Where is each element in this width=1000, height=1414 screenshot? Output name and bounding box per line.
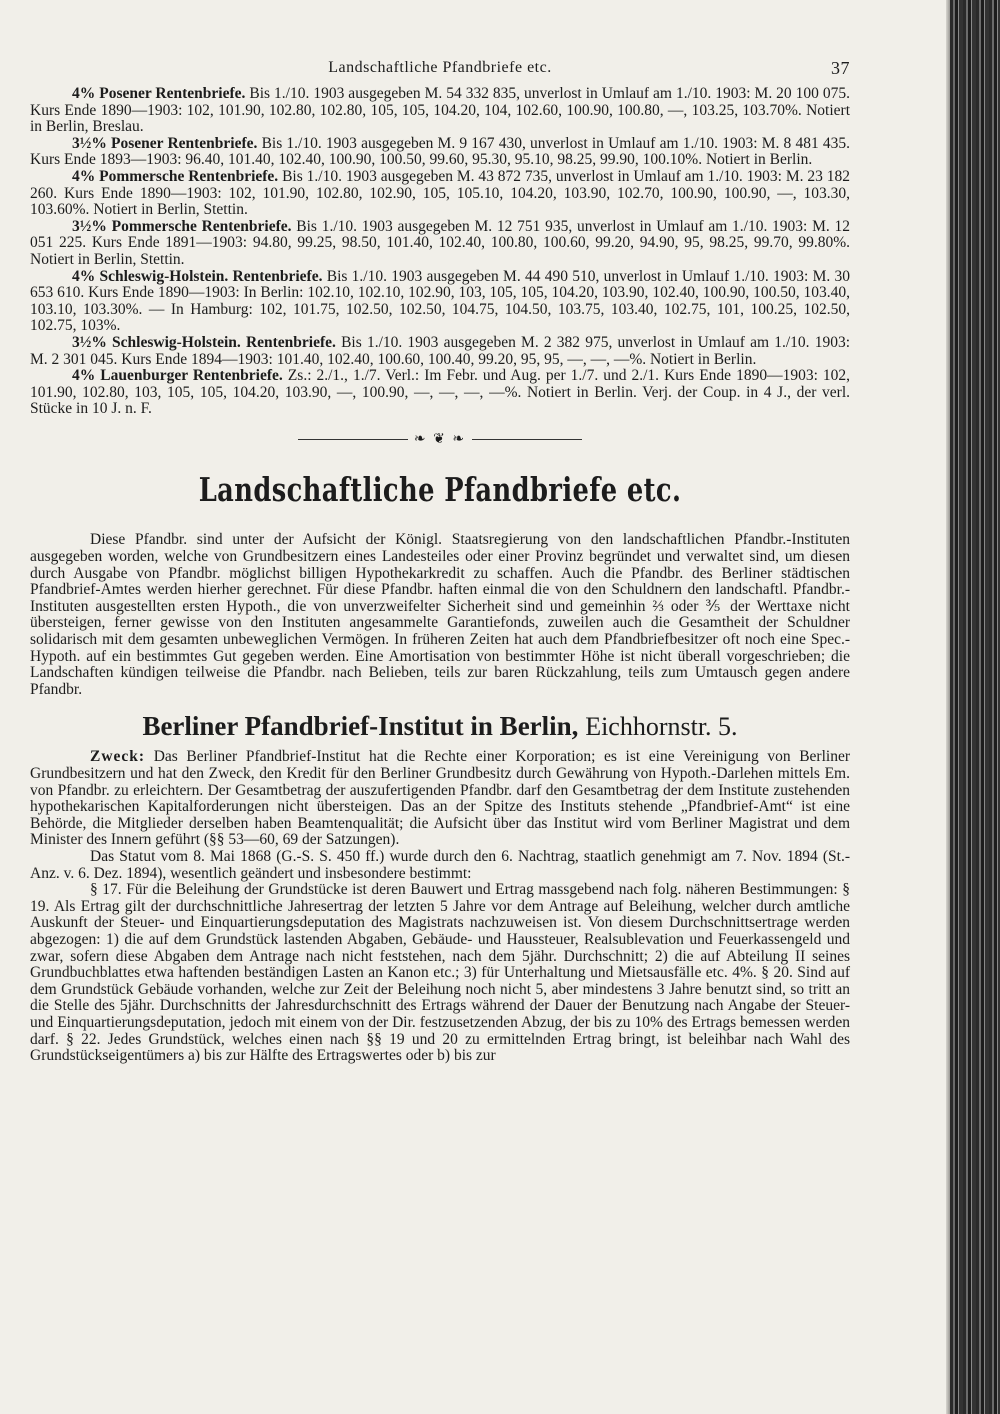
paragraph-17: § 17. Für die Beleihung der Grundstücke ist deren Bauwert und Ertrag massgebend nach folg. näheren Bestimmungen: § 19. Als Ertrag gilt der durchschnittliche Jahresertrag der letzten 5 Jahre vor dem Antrage auf Beleihung, welcher durch amtliche Auskunft der Steuer- und Einquartierungsdeputation des Magistrats nachzuweisen ist. Von diesem Durchschnittsertrage werden abgezogen: 1) die auf dem Grundstück lastenden Abgaben, Gebäude- und Haussteuer, Realsublevation und Feuerkassengeld und zwar, sofern diese Abgaben dem Antrage nach nicht feststehen, nach dem 5jähr. Durchschnitt; 2) die auf Abteilung II seines Grundbuchblattes etwa haftenden beständigen Lasten an Kanon etc.; 3) für Unterhaltung und Mietsausfälle etc. 4%. § 20. Sind auf dem Grundstück Gebäude vorhanden, welche zur Zeit der Beleihung noch nicht 5, aber mindestens 3 Jahre benutzt sind, so tritt an die Stelle des 5jähr. Durchschnitts der Jahresdurchschnitt des Ertrags während der Dauer der Benutzung nach Angabe der Steuer- und Einquartierungsdeputation, jedoch mit einem von der Dir. festzusetzenden Abzug, der bis zu 10% des Ertrags bemessen werden darf. § 22. Jedes Grundstück, welches einen nach §§ 19 und 20 zu ermittelnden Ertrag bringt, ist beleihbar nach Wahl des Grundstückseigentümers a) bis zur Hälfte des Ertragswertes oder b) bis zur	[30, 881, 850, 1065]
entry-schleswig-3-5	[30, 335, 850, 368]
ornament-glyph: ❧ ❦ ❧	[413, 431, 467, 447]
running-head	[30, 60, 850, 86]
zweck-label: Zweck:	[90, 748, 146, 766]
entry-posener-3-5	[30, 136, 850, 169]
zweck-paragraph	[30, 749, 850, 849]
section-heading-berliner-institut	[30, 710, 850, 743]
entry-text: Bis 1./10. 1903 ausgegeben M. 2 382 975, unverlost in Umlauf am 1./10. 1903: M. 2 301 045. Kurs Ende 1894—1903: 101.40, 102.40, 100.60, 100.40, 99.20, 95, 95, —, —, —%. Notiert in Berlin.	[30, 333, 850, 368]
entry-title: 4% Pommersche Rentenbriefe.	[72, 167, 279, 185]
entry-text: Zs.: 2./1., 1./7. Verl.: Im Febr. und Aug. per 1./7. und 2./1. Kurs Ende 1890—1903: 102, 101.90, 102.80, 103, 105, 105, 104.20, 103.90, —, 100.90, —, —, —, —%. Notiert in Berlin. Verj. der Coup. in 4 J., der verl. Stücke in 10 J. n. F.	[30, 367, 851, 418]
entry-pommersche-4	[30, 169, 850, 219]
page-number: 37	[831, 58, 850, 78]
running-title: Landschaftliche Pfandbriefe etc.	[328, 59, 552, 76]
zweck-text: Das Berliner Pfandbrief-Institut hat die Rechte einer Korporation; es ist eine Vereinigung von Berliner Grundbesitzern und hat den Zweck, den Kredit für den Berliner Grundbesitz durch Gewährung von Hypoth.-Darlehen mittels Em. von Pfandbr. zu erleichtern. Der Gesamtbetrag der auszufertigenden Pfandbr. darf den Gesamtbetrag der dem Institute zustehenden hypothekarischen Kapitalforderungen nicht übersteigen. Das an der Spitze des Instituts stehende „Pfandbrief-Amt“ ist eine Behörde, die Mitglieder derselben haben Beamtenqualität; die Aufsicht über das Institut wird vom Berliner Magistrat und dem Minister des Innern geführt (§§ 53—60, 69 der Satzungen).	[30, 748, 850, 849]
entry-text: Bis 1./10. 1903 ausgegeben M. 43 872 735, unverlost in Umlauf am 1./10. 1903: M. 23 182 260. Kurs Ende 1890—1903: 102, 101.90, 102.80, 102.90, 105, 105.10, 104.20, 103.90, 102.70, 100.90, 100.90, —, 103.30, 103.60%. Notiert in Berlin, Stettin.	[30, 167, 851, 219]
entry-title: 3½% Schleswig-Holstein. Rentenbriefe.	[72, 333, 336, 351]
entry-schleswig-4	[30, 269, 850, 335]
divider-rule-left	[298, 439, 408, 440]
entry-posener-4	[30, 86, 850, 136]
entry-title: 4% Posener Rentenbriefe.	[72, 85, 246, 102]
book-spine	[950, 0, 1000, 1414]
entry-text: Bis 1./10. 1903 ausgegeben M. 12 751 935, unverlost in Umlauf am 1./10. 1903: M. 12 051 225. Kurs Ende 1891—1903: 94.80, 99.25, 98.50, 101.40, 102.40, 100.80, 100.60, 99.20, 94.90, 95, 98.25, 99.70, 99.80%. Notiert in Berlin, Stettin.	[30, 217, 850, 268]
entry-title: 3½% Posener Rentenbriefe.	[72, 134, 258, 152]
statut-paragraph: Das Statut vom 8. Mai 1868 (G.-S. S. 450 ff.) wurde durch den 6. Nachtrag, staatlich genehmigt am 7. Nov. 1894 (St.-Anz. v. 6. Dez. 1894), wesentlich geändert und insbesondere bestimmt:	[30, 847, 850, 882]
page-content	[30, 60, 850, 1065]
divider-rule-right	[472, 439, 582, 440]
entry-title: 4% Lauenburger Rentenbriefe.	[72, 367, 283, 385]
entry-title: 3½% Pommersche Rentenbriefe.	[72, 217, 292, 235]
entry-text: Bis 1./10. 1903 ausgegeben M. 44 490 510, unverlost in Umlauf 1./10. 1903: M. 30 653 610. Kurs Ende 1890—1903: In Berlin: 102.10, 102.10, 102.90, 103, 105, 105, 104.20, 103.90, 102.40, 100.90, 100.50, 103.40, 103.10, 103.30%. — In Hamburg: 102, 101.75, 102.50, 102.50, 104.75, 104.50, 103.75, 103.40, 102.75, 101, 100.25, 102.50, 102.75, 103%.	[30, 267, 850, 335]
entry-text: Bis 1./10. 1903 ausgegeben M. 54 332 835, unverlost in Umlauf am 1./10. 1903: M. 20 100 075. Kurs Ende 1890—1903: 102, 101.90, 102.80, 102.80, 105, 105, 104.20, 104, 102.60, 100.90, 100.80, —, 103.25, 103.70%. Notiert in Berlin, Breslau.	[30, 85, 851, 136]
entry-text: Bis 1./10. 1903 ausgegeben M. 9 167 430, unverlost in Umlauf am 1./10. 1903: M. 8 481 435. Kurs Ende 1893—1903: 96.40, 101.40, 102.40, 100.90, 100.50, 99.60, 95.30, 95.10, 98.25, 99.90, 100.10%. Notiert in Berlin.	[30, 134, 850, 169]
institute-address: Eichhornstr. 5.	[585, 712, 738, 742]
entry-title: 4% Schleswig-Holstein. Rentenbriefe.	[72, 267, 323, 285]
section-heading-landschaftliche: Landschaftliche Pfandbriefe etc.	[198, 470, 682, 510]
section-divider-ornament	[30, 432, 850, 449]
entry-lauenburger-4	[30, 368, 850, 418]
intro-paragraph: Diese Pfandbr. sind unter der Aufsicht der Königl. Staatsregierung von den landschaftlichen Pfandbr.-Instituten ausgegeben worden, welche von Grundbesitzern eines Landesteiles oder einer Provinz begründet und verwaltet sind, um diesen durch Ausgabe von Pfandbr. möglichst billigen Hypothekarkredit zu schaffen. Auch die Pfandbr. des Berliner städtischen Pfandbrief-Amtes werden hierher gerechnet. Für diese Pfandbr. haften einmal die von den Schuldnern den landschaftl. Pfandbr.-Instituten ausgestellten ersten Hypoth., die von unverzweifelter Sicherheit sind und gemeinhin ⅔ oder ⅗ der Werttaxe nicht übersteigen, ferner gewisse von den Instituten angesammelte Garantiefonds, zuweilen auch die Gesamtheit der Schuldner solidarisch mit dem gesamten unbeweglichen Vermögen. In früheren Zeiten hat auch dem Pfandbriefbesitzer oft noch eine Spec.-Hypoth. auf ein bestimmtes Gut gegeben werden. Eine Amortisation von bestimmter Höhe ist nicht überall vorgeschrieben; die Landschaften kündigen teilweise die Pfandbr. nach Belieben, teils zur baren Rückzahlung, teils zum Umtausch gegen andere Pfandbr.	[30, 531, 850, 698]
entry-pommersche-3-5	[30, 219, 850, 269]
institute-name: Berliner Pfandbrief-Institut in Berlin,	[142, 711, 579, 742]
